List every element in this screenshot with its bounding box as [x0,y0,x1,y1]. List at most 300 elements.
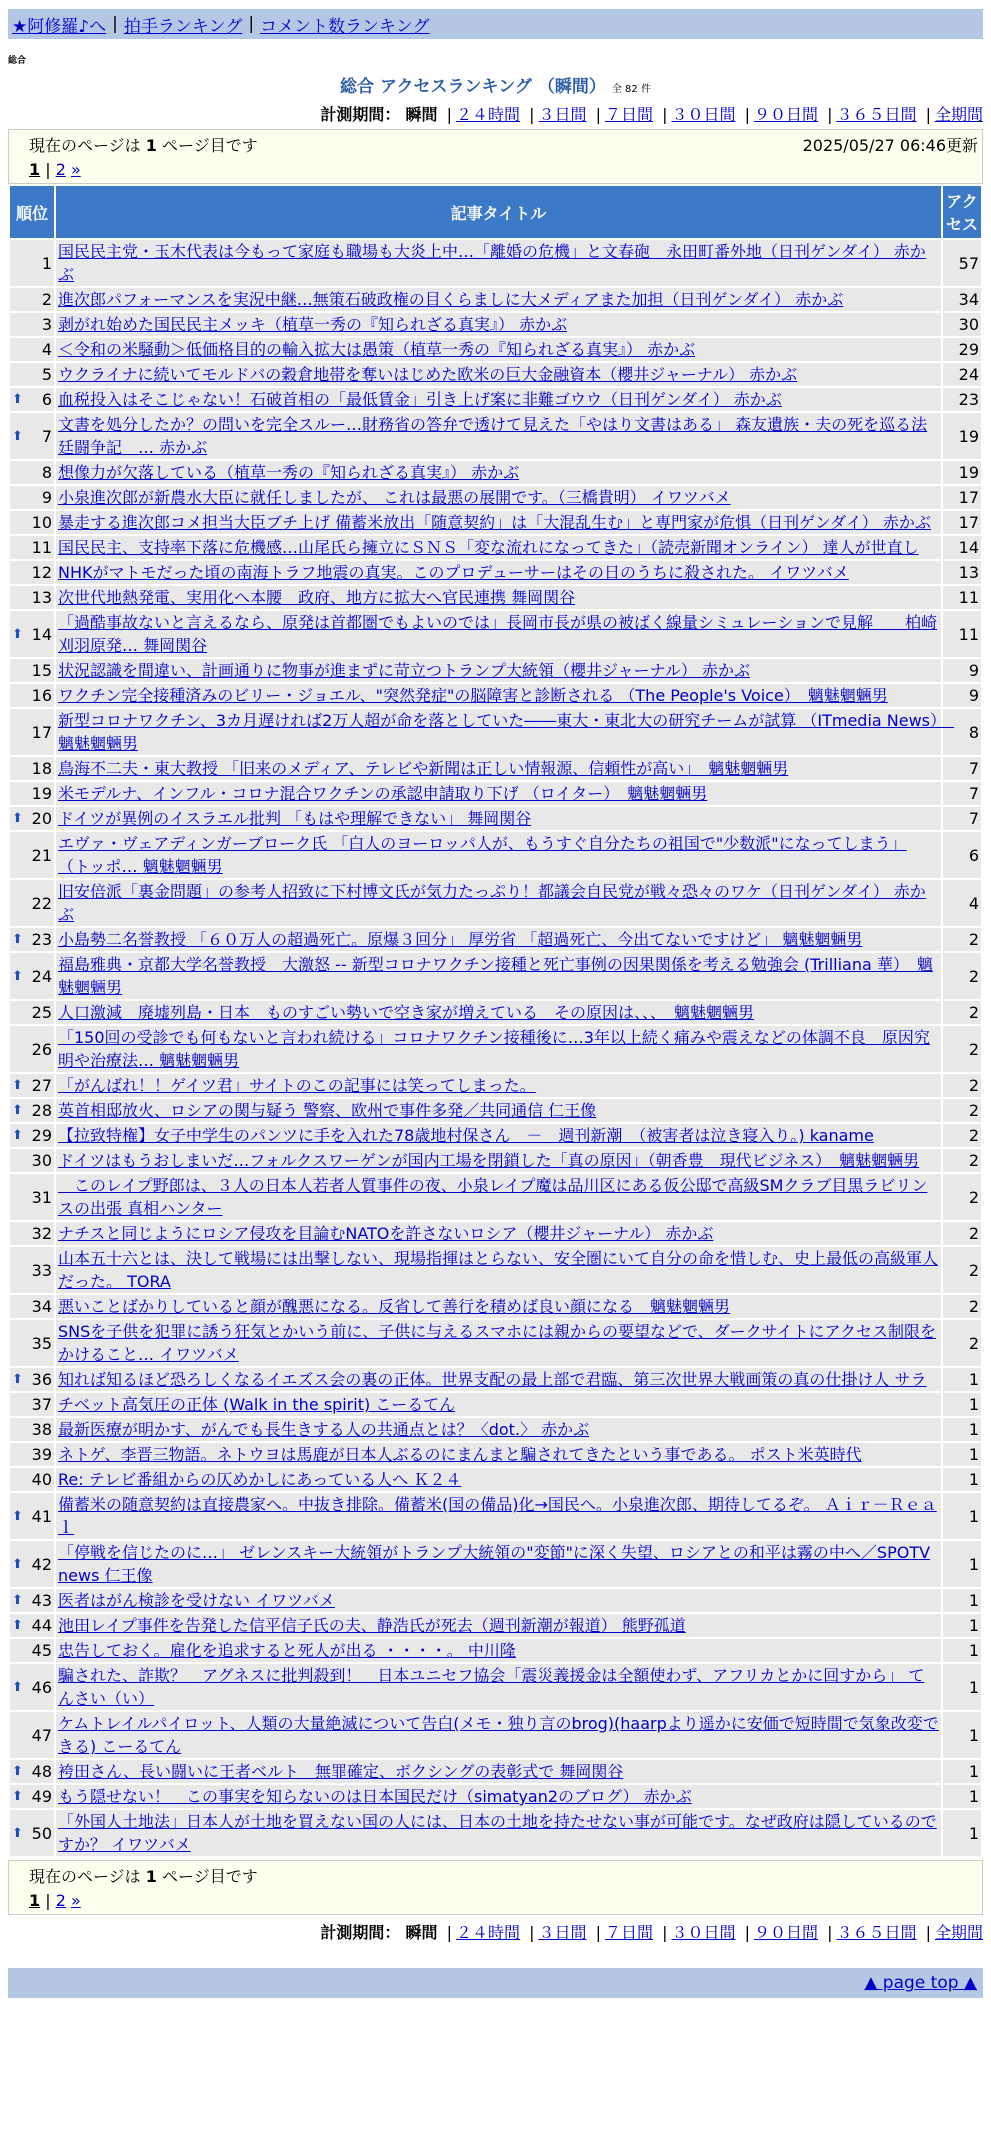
article-link[interactable]: ドイツが異例のイスラエル批判 「もはや理解できない」 舞岡関谷 [58,809,532,828]
rank-number: 11 [31,538,52,557]
page-status: 現在のページは 1 ページ目です [29,136,258,155]
period-link-3d[interactable]: ３日間 [538,1923,587,1942]
rank-cell [10,1174,54,1220]
article-link[interactable]: ドイツはもうおしまいだ…フォルクスワーゲンが国内工場を閉鎖した「真の原因」（朝香豊 現代ビジネス） 魑魅魍魎男 [58,1151,920,1170]
page-links: 1 | 2 » [29,160,81,179]
access-count: 1 [943,1541,981,1587]
rank-cell [10,684,54,707]
period-link-30d[interactable]: ３０日間 [671,1923,736,1942]
rank-number: 32 [31,1224,52,1243]
title-cell [56,1760,941,1783]
rank-cell [10,1664,54,1710]
page-top-link[interactable]: ▲ page top ▲ [864,1973,977,1993]
article-link[interactable]: 人口激減 廃墟列島・日本 ものすごい勢いで空き家が増えている その原因は、、、 魑魅魍魎男 [58,1003,755,1022]
article-link[interactable]: ケムトレイルパイロット、人類の大量絶滅について告白(メモ・独り言のbrog)(haarpより遥かに安価で短時間で気象改変できる) こーるてん [58,1714,939,1756]
rank-cell [10,1468,54,1491]
title-cell [56,1099,941,1122]
rank-cell [10,1149,54,1172]
rank-cell [10,313,54,336]
article-link[interactable]: 血税投入はそこじゃない！石破首相の「最低賃金」引き上げ案に非難ゴウウ（日刊ゲンダイ） 赤かぶ [58,390,782,409]
access-count: 17 [943,486,981,509]
rank-cell [10,1247,54,1293]
rank-cell [10,1222,54,1245]
table-row [10,928,981,951]
category-label: 総合 [8,56,27,66]
rank-number: 28 [31,1101,52,1120]
table-row [10,1639,981,1662]
rank-number: 45 [31,1641,52,1660]
rank-cell [10,486,54,509]
access-count: 7 [943,757,981,780]
title-cell [56,313,941,336]
top-nav-bar [8,9,983,39]
rank-up-arrow-icon: ⬆ [12,392,23,407]
updated-timestamp: 2025/05/27 06:46更新 [802,136,978,155]
rank-cell [10,536,54,559]
access-count: 6 [943,832,981,878]
table-row [10,1664,981,1710]
period-link-all[interactable]: 全期間 [934,1923,983,1942]
title-cell [56,1295,941,1318]
table-row [10,807,981,830]
title-cell [56,709,955,755]
article-link[interactable]: 「過酷事故ないと言えるなら、原発は首都圏でもよいのでは」長岡市長が県の被ばく線量シミュレーションで見解 柏崎刈羽原発… 舞岡関谷 [58,613,938,655]
rank-number: 6 [41,390,52,409]
title-cell [56,1493,941,1539]
table-row [10,1247,981,1293]
period-link-24h[interactable]: ２４時間 [455,1923,520,1942]
table-row [10,684,981,707]
page-title [0,72,991,97]
access-count: 2 [943,1247,981,1293]
rank-up-arrow-icon: ⬆ [12,1103,23,1118]
access-count: 1 [943,1589,981,1612]
access-count: 17 [943,511,981,534]
rank-number: 27 [31,1076,52,1095]
rank-number: 46 [31,1677,52,1697]
rank-number: 41 [31,1506,52,1526]
period-link-7d[interactable]: ７日間 [604,105,653,124]
access-count: 24 [943,363,981,386]
rank-number: 22 [31,893,52,913]
title-cell [56,1149,941,1172]
table-row [10,536,981,559]
title-cell [56,461,941,484]
rank-up-arrow-icon: ⬆ [12,1078,23,1093]
article-link[interactable]: 医者はがん検診を受けない イワツバメ [58,1591,335,1610]
rank-cell [10,611,54,657]
table-row [10,1589,981,1612]
title-cell [56,1174,941,1220]
period-link-24h[interactable]: ２４時間 [455,105,520,124]
rank-up-arrow-icon: ⬆ [12,1593,23,1608]
title-cell [56,240,941,286]
table-row [10,313,981,336]
rank-cell [10,1589,54,1612]
title-cell [56,1541,941,1587]
table-row [10,1149,981,1172]
title-cell [56,807,941,830]
access-count: 1 [943,1810,981,1856]
title-cell [56,1124,941,1147]
table-row [10,413,981,459]
title-cell [56,1614,941,1637]
title-cell [56,1222,941,1245]
header-rank: 順位 [10,186,54,238]
rank-number: 12 [31,563,52,582]
rank-number: 30 [31,1151,52,1170]
nav-link-applause-ranking[interactable]: 拍手ランキング [123,16,243,37]
table-row [10,1320,981,1366]
table-row [10,486,981,509]
rank-number: 19 [31,784,52,803]
rank-cell [10,1493,54,1539]
rank-number: 39 [31,1445,52,1464]
rank-number: 50 [31,1823,52,1843]
title-cell [56,1393,941,1416]
ranking-table-body [10,240,981,1856]
rank-cell [10,1320,54,1366]
title-cell [56,388,941,411]
page-next-link[interactable]: » [70,160,81,179]
page-link-2[interactable]: 2 [55,1891,66,1910]
rank-number: 1 [41,253,52,273]
rank-number: 2 [41,290,52,309]
page-status: 現在のページは 1 ページ目です [29,1867,258,1886]
period-link-90d[interactable]: ９０日間 [753,105,818,124]
period-link-365d[interactable]: ３６５日間 [836,1923,917,1942]
title-cell [56,363,941,386]
title-cell [56,1418,941,1441]
article-link[interactable]: 小泉進次郎が新農水大臣に就任しましたが、 これは最悪の展開です。（三橋貴明） イワツバメ [58,488,731,507]
rank-up-arrow-icon: ⬆ [12,811,23,826]
access-count: 2 [943,1222,981,1245]
rank-cell [10,928,54,951]
rank-number: 33 [31,1260,52,1280]
rank-cell [10,240,54,286]
rank-cell [10,288,54,311]
period-link-30d[interactable]: ３０日間 [671,105,736,124]
article-link[interactable]: 状況認識を間違い、計画通りに物事が進まずに苛立つトランプ大統領（櫻井ジャーナル） 赤かぶ [58,661,750,680]
title-cell [56,880,941,926]
table-row [10,953,981,999]
access-count: 1 [943,1760,981,1783]
rank-up-arrow-icon: ⬆ [12,1508,23,1524]
article-link[interactable]: SNSを子供を犯罪に誘う狂気とかいう前に、子供に与えるスマホには親からの要望などで、ダークサイトにアクセス制限をかけること… イワツバメ [58,1322,937,1364]
rank-up-arrow-icon: ⬆ [12,1679,23,1695]
period-link-3d[interactable]: ３日間 [538,105,587,124]
article-link[interactable]: もう隠せない！ この事実を知らないのは日本国民だけ（simatyan2のブログ） 赤かぶ [58,1787,692,1806]
article-link[interactable]: 文書を処分したか？の問いを完全スルー…財務省の答弁で透けて見えた「やはり文書はある」 森友遺族・夫の死を巡る法廷闘争記 … 赤かぶ [58,415,928,457]
period-selector-bottom: 計測期間： 瞬間 | ２４時間 | ３日間 | ７日間 | ３０日間 | ９０日間 | ３６５日間 | 全期間 [320,1923,983,1942]
article-link[interactable]: 「停戦を信じたのに…」 ゼレンスキー大統領がトランプ大統領の"変節"に深く失望、ロシアとの和平は霧の中へ／SPOTV news 仁王像 [58,1543,931,1585]
access-count: 2 [943,1295,981,1318]
rank-number: 47 [31,1725,52,1745]
rank-cell [10,561,54,584]
table-row [10,461,981,484]
article-link[interactable]: 悪いことばかりしていると顔が醜悪になる。反省して善行を積めば良い顔になる 魑魅魍魎男 [58,1297,731,1316]
table-row [10,1493,981,1539]
period-current: 瞬間 [405,1923,438,1942]
ranking-table [8,184,983,1858]
rank-cell [10,832,54,878]
article-link[interactable]: 備蓄米の随意契約は直接農家へ。中抜き排除。備蓄米(国の備品)化→国民へ。小泉進次郎、期待してるぞ。 Ａｉｒ－Ｒｅａｌ [58,1495,937,1537]
title-cell [56,561,941,584]
rank-cell [10,338,54,361]
table-row [10,1760,981,1783]
title-cell [56,1026,941,1072]
article-link[interactable]: ＜令和の米騒動＞低価格目的の輸入拡大は愚策（植草一秀の『知られざる真実』） 赤かぶ [58,340,696,359]
rank-cell [10,1785,54,1808]
article-link[interactable]: 国民民主、支持率下落に危機感…山尾氏ら擁立にＳＮＳ「変な流れになってきた」（読売新聞オンライン） 達人が世直し [58,538,919,557]
period-selector-top: 計測期間： 瞬間 | ２４時間 | ３日間 | ７日間 | ３０日間 | ９０日間 | ３６５日間 | 全期間 [320,105,983,124]
nav-link-asyura-home[interactable]: ★阿修羅♪へ [12,16,107,37]
article-link[interactable]: エヴァ・ヴェアディンガーブローク氏 「白人のヨーロッパ人が、もうすぐ自分たちの祖国で"少数派"になってしまう」 （トッポ… 魑魅魍魎男 [58,834,907,876]
table-row [10,1001,981,1024]
access-count: 19 [943,461,981,484]
article-link[interactable]: NHKがマトモだった頃の南海トラフ地震の真実。このプロデューサーはその日のうちに殺された。 イワツバメ [58,563,849,582]
page-next-link[interactable]: » [70,1891,81,1910]
rank-cell [10,1124,54,1147]
title-cell [56,1664,941,1710]
rank-cell [10,1099,54,1122]
table-row [10,1810,981,1856]
article-link[interactable]: 次世代地熱発電、実用化へ本腰 政府、地方に拡大へ官民連携 舞岡関谷 [58,588,576,607]
table-row [10,240,981,286]
access-count: 34 [943,288,981,311]
table-row [10,1712,981,1758]
period-link-365d[interactable]: ３６５日間 [836,105,917,124]
article-link[interactable]: 「がんばれ！！ゲイツ君」サイトのこの記事には笑ってしまった。 [58,1076,536,1095]
article-link[interactable]: ワクチン完全接種済みのビリー・ジョエル、"突然発症"の脳障害と診断される （The People's Voice） 魑魅魍魎男 [58,686,888,705]
title-cell [56,1320,941,1366]
rank-number: 25 [31,1003,52,1022]
rank-cell [10,1393,54,1416]
table-row [10,561,981,584]
rank-cell [10,1026,54,1072]
rank-number: 49 [31,1787,52,1806]
table-row [10,659,981,682]
rank-cell [10,1001,54,1024]
table-row [10,338,981,361]
access-count: 13 [943,561,981,584]
table-row [10,1099,981,1122]
period-label: 計測期間： [320,105,401,124]
access-count: 1 [943,1493,981,1539]
article-link[interactable]: 騙された、詐欺？ アグネスに批判殺到！ 日本ユニセフ協会「震災義援金は全額使わず、アフリカとかに回すから」 てんさい（い） [58,1666,925,1708]
article-link[interactable]: 米モデルナ、インフル・コロナ混合ワクチンの承認申請取り下げ （ロイター） 魑魅魍魎男 [58,784,708,803]
title-cell [56,288,941,311]
rank-up-arrow-icon: ⬆ [12,428,23,444]
article-link[interactable]: 進次郎パフォーマンスを実況中継…無策石破政権の目くらましに大メディアまた加担（日刊ゲンダイ） 赤かぶ [58,290,844,309]
table-row [10,1222,981,1245]
table-row [10,1418,981,1441]
rank-cell [10,1712,54,1758]
access-count: 57 [943,240,981,286]
article-link[interactable]: ナチスと同じようにロシア侵攻を目論むNATOを許さないロシア（櫻井ジャーナル） 赤かぶ [58,1224,714,1243]
access-count: 1 [943,1785,981,1808]
article-link[interactable]: 福島雅典・京都大学名誉教授 大激怒 -- 新型コロナワクチン接種と死亡事例の因果関係を考える勉強会 (Trilliana 華） 魑魅魍魎男 [58,955,933,997]
article-link[interactable]: チベット高気圧の正体 (Walk in the spirit) こーるてん [58,1395,456,1414]
rank-number: 37 [31,1395,52,1414]
title-cell [56,684,941,707]
page-current: 1 [29,160,41,179]
rank-up-arrow-icon: ⬆ [12,1764,23,1779]
rank-cell [10,1639,54,1662]
article-link[interactable]: 鳥海不二夫・東大教授 「旧来のメディア、テレビや新聞は正しい情報源、信頼性が高い」 魑魅魍魎男 [58,759,789,778]
rank-up-arrow-icon: ⬆ [12,1128,23,1143]
access-count: 2 [943,1026,981,1072]
article-link[interactable]: 「外国人土地法」日本人が土地を買えない国の人には、日本の土地を持たせない事が可能です。なぜ政府は隠しているのですか？ イワツバメ [58,1812,937,1854]
title-cell [56,1712,941,1758]
table-row [10,1124,981,1147]
rank-cell [10,1074,54,1097]
title-cell [56,1368,941,1391]
period-link-7d[interactable]: ７日間 [604,1923,653,1942]
access-count: 29 [943,338,981,361]
title-cell [56,1810,941,1856]
nav-separator: | [112,14,118,34]
article-link[interactable]: 旧安倍派「裏金問題」の参考人招致に下村博文氏が気力たっぷり！都議会自民党が戦々恐々のワケ（日刊ゲンダイ） 赤かぶ [58,882,926,924]
table-row [10,1468,981,1491]
rank-number: 18 [31,759,52,778]
access-count: 2 [943,1074,981,1097]
rank-number: 29 [31,1126,52,1145]
rank-up-arrow-icon: ⬆ [12,1789,23,1804]
article-link[interactable]: 最新医療が明かす、がんでも長生きする人の共通点とは？〈dot.〉 赤かぶ [58,1420,590,1439]
article-link[interactable]: Re: テレビ番組からの仄めかしにあっている人へ Ｋ２４ [58,1470,462,1489]
rank-number: 48 [31,1762,52,1781]
rank-up-arrow-icon: ⬆ [12,932,23,947]
table-row [10,832,981,878]
access-count: 1 [943,1468,981,1491]
title-cell [56,511,941,534]
period-label: 計測期間： [320,1923,401,1942]
article-link[interactable]: ウクライナに続いてモルドバの穀倉地帯を奪いはじめた欧米の巨大金融資本（櫻井ジャーナル） 赤かぶ [58,365,798,384]
article-link[interactable]: 袴田さん、長い闘いに王者ベルト 無罪確定、ボクシングの表彰式で 舞岡関谷 [58,1762,624,1781]
rank-number: 40 [31,1470,52,1489]
article-link[interactable]: 池田レイプ事件を告発した信平信子氏の夫、静浩氏が死去（週刊新潮が報道） 熊野孤道 [58,1616,686,1635]
total-count: 全 82 件 [611,84,651,95]
rank-number: 10 [31,513,52,532]
table-row [10,288,981,311]
period-link-all[interactable]: 全期間 [934,105,983,124]
title-cell [56,1001,941,1024]
nav-link-comment-ranking[interactable]: コメント数ランキング [260,16,430,37]
article-link[interactable]: 想像力が欠落している（植草一秀の『知られざる真実』） 赤かぶ [58,463,520,482]
rank-up-arrow-icon: ⬆ [12,1556,23,1572]
access-count: 1 [943,1712,981,1758]
rank-number: 15 [31,661,52,680]
rank-number: 34 [31,1297,52,1316]
access-count: 11 [943,586,981,609]
pagination-top [8,129,983,184]
rank-up-arrow-icon: ⬆ [12,968,23,984]
article-link[interactable]: 剥がれ始めた国民民主メッキ（植草一秀の『知られざる真実』） 赤かぶ [58,315,568,334]
title-cell [56,536,941,559]
rank-cell [10,757,54,780]
rank-number: 42 [31,1554,52,1574]
table-row [10,363,981,386]
article-link[interactable]: 「150回の受診でも何もないと言われ続ける」コロナワクチン接種後に…3年以上続く痛みや震えなどの体調不良 原因究明や治療法… 魑魅魍魎男 [58,1028,930,1070]
pagination-bottom [8,1860,983,1915]
access-count: 1 [943,1418,981,1441]
title-cell [56,1468,941,1491]
page-links: 1 | 2 » [29,1891,81,1910]
access-count: 2 [943,953,981,999]
article-link[interactable]: 知れば知るほど恐ろしくなるイエズス会の裏の正体。世界支配の最上部で君臨、第三次世界大戦画策の真の仕掛け人 サラ [58,1370,927,1389]
table-row [10,1074,981,1097]
rank-up-arrow-icon: ⬆ [12,1618,23,1633]
article-link[interactable]: 山本五十六とは、決して戦場には出撃しない、現場指揮はとらない、安全圏にいて自分の命を惜しむ、史上最低の高級軍人だった。 TORA [58,1249,939,1291]
page-link-2[interactable]: 2 [55,160,66,179]
table-row [10,586,981,609]
title-cell [56,486,941,509]
ranking-title: 総合 アクセスランキング （瞬間） [340,77,606,97]
article-link[interactable]: 国民民主党・玉木代表は今もって家庭も職場も大炎上中…「離婚の危機」と文春砲 永田町番外地（日刊ゲンダイ） 赤かぶ [58,242,926,284]
title-cell [56,1785,941,1808]
access-count: 1 [943,1614,981,1637]
article-link[interactable]: 忠告しておく。雇化を追求すると死人が出る ・・・・。 中川隆 [58,1641,516,1660]
article-link[interactable]: 暴走する進次郎コメ担当大臣ブチ上げ 備蓄米放出「随意契約」は「大混乱生む」と専門家が危惧（日刊ゲンダイ） 赤かぶ [58,513,931,532]
table-row [10,1295,981,1318]
rank-cell [10,363,54,386]
access-count: 2 [943,1124,981,1147]
rank-number: 38 [31,1420,52,1439]
article-link[interactable]: 【拉致特権】女子中学生のパンツに手を入れた78歳地村保さん － 週刊新潮 （被害者は泣き寝入り。) kaname [58,1126,874,1145]
access-count: 7 [943,782,981,805]
rank-cell [10,782,54,805]
access-count: 2 [943,1099,981,1122]
title-cell [56,586,941,609]
rank-cell [10,1614,54,1637]
table-row [10,1174,981,1220]
article-link[interactable]: 英首相邸放火、ロシアの関与疑う 警察、欧州で事件多発／共同通信 仁王像 [58,1101,597,1120]
article-link[interactable]: 小島勢二名誉教授 「６０万人の超過死亡。原爆３回分」 厚労省 「超過死亡、今出てないですけど」 魑魅魍魎男 [58,930,863,949]
rank-number: 5 [41,365,52,384]
period-link-90d[interactable]: ９０日間 [753,1923,818,1942]
rank-cell [10,659,54,682]
rank-cell [10,1368,54,1391]
rank-number: 35 [31,1333,52,1353]
access-count: 2 [943,1149,981,1172]
table-row [10,1393,981,1416]
access-count: 23 [943,388,981,411]
rank-cell [10,511,54,534]
article-link[interactable]: ネトゲ、李晋三物語。ネトウヨは馬鹿が日本人ぶるのにまんまと騙されてきたという事である。 ポスト米英時代 [58,1445,862,1464]
table-row [10,880,981,926]
title-cell [56,611,941,657]
article-link[interactable]: このレイプ野郎は、３人の日本人若者人質事件の夜、小泉レイプ魔は品川区にある仮公邸で高級SMクラブ目黒ラビリンスの出張 真相ハンター [58,1176,928,1218]
title-cell [56,953,941,999]
rank-cell [10,807,54,830]
nav-separator: | [248,14,255,34]
rank-cell [10,1760,54,1783]
title-cell [56,1639,941,1662]
title-cell [56,832,941,878]
rank-number: 26 [31,1039,52,1059]
access-count: 19 [943,413,981,459]
rank-cell [10,1810,54,1856]
access-count: 30 [943,313,981,336]
rank-number: 44 [31,1616,52,1635]
access-count: 4 [943,880,981,926]
article-link[interactable]: 新型コロナワクチン、3カ月遅ければ2万人超が命を落としていた――東大・東北大の研究チームが試算 （ITmedia News） 魑魅魍魎男 [58,711,955,753]
access-count: 2 [943,1001,981,1024]
table-row [10,757,981,780]
rank-number: 4 [41,340,52,359]
table-row [10,1614,981,1637]
